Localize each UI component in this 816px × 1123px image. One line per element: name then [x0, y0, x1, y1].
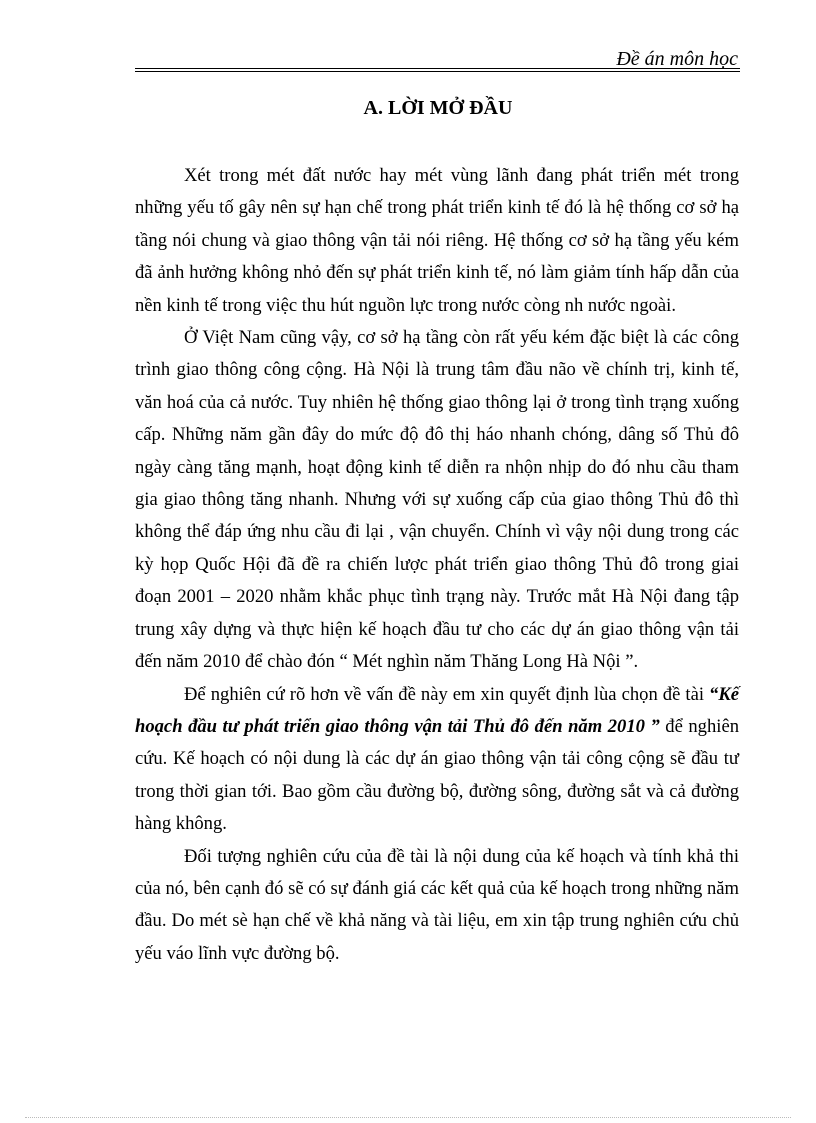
paragraph-4: Đối tượng nghiên cứu của đề tài là nội dung của kế hoạch và tính khả thi của nó, bên cạnh đó sẽ có sự đánh giá các kết quả của kế hoạch trong những năm đầu. Do mét sè hạn chế về khả năng và tài liệu, em xin tập trung nghiên cứu chủ yếu váo lĩnh vực đường bộ.	[135, 845, 739, 964]
paragraph-1: Xét trong mét đất nước hay mét vùng lãnh đang phát triển mét trong những yếu tố gây nên sự hạn chế trong phát triển kinh tế đó là hệ thống cơ sở hạ tầng nói chung và giao thông vận tải nói riêng. Hệ thống cơ sở hạ tầng yếu kém đã ảnh hưởng không nhỏ đến sự phát triển kinh tế, nó làm giảm tính hấp dẫn của nền kinh tế trong việc thu hút nguồn lực trong nước còng nh nước ngoài.	[135, 165, 739, 316]
header-rule-bottom	[135, 71, 740, 72]
header-rule-top	[135, 68, 740, 69]
document-body	[135, 160, 739, 970]
paragraph-2: Ở Việt Nam cũng vậy, cơ sở hạ tầng còn rất yếu kém đặc biệt là các công trình giao thông công cộng. Hà Nội là trung tâm đầu não về chính trị, kinh tế, văn hoá của cả nước. Tuy nhiên hệ thống giao thông lại ở trong tình trạng xuống cấp. Những năm gần đây do mức độ đô thị háo nhanh chóng, dâng số Thủ đô ngày càng tăng mạnh, hoạt động kinh tế diễn ra nhộn nhịp do đó nhu cầu tham gia giao thông tăng nhanh. Nhưng với sự xuống cấp của giao thông Thủ đô thì không thể đáp ứng nhu cầu đi lại , vận chuyển. Chính vì vậy nội dung trong các kỳ họp Quốc Hội đã đề ra chiến lược phát triển giao thông Thủ đô trong giai đoạn 2001 – 2020 nhằm khắc phục tình trạng này. Trước mắt Hà Nội đang tập trung xây dựng và thực hiện kế hoạch đầu tư cho các dự án giao thông vận tải đến năm 2010 để chào đón “ Mét nghìn năm Thăng Long Hà Nội ”.	[135, 327, 739, 673]
paragraph-3-rest: để nghiên cứu. Kế hoạch có nội dung là các dự án giao thông vận tải công cộng sẽ đầu tư trong thời gian tới. Bao gồm cầu đường bộ, đường sông, đường sắt và cả đường hàng không.	[135, 715, 739, 835]
thesis-title-emphasis: “Kế hoạch đầu tư phát triển giao thông vận tải Thủ đô đến năm 2010 ”	[135, 683, 739, 737]
page-bottom-border	[25, 1117, 791, 1118]
section-title: A. LỜI MỞ ĐẦU	[363, 97, 513, 119]
paragraph-3-lead: Để nghiên cứ rõ hơn về vấn đề này em xin quyết định lùa chọn đề tài	[184, 683, 710, 705]
paragraph-3	[135, 679, 739, 841]
page-header	[135, 46, 740, 72]
header-title: Đề án môn học	[616, 48, 738, 70]
